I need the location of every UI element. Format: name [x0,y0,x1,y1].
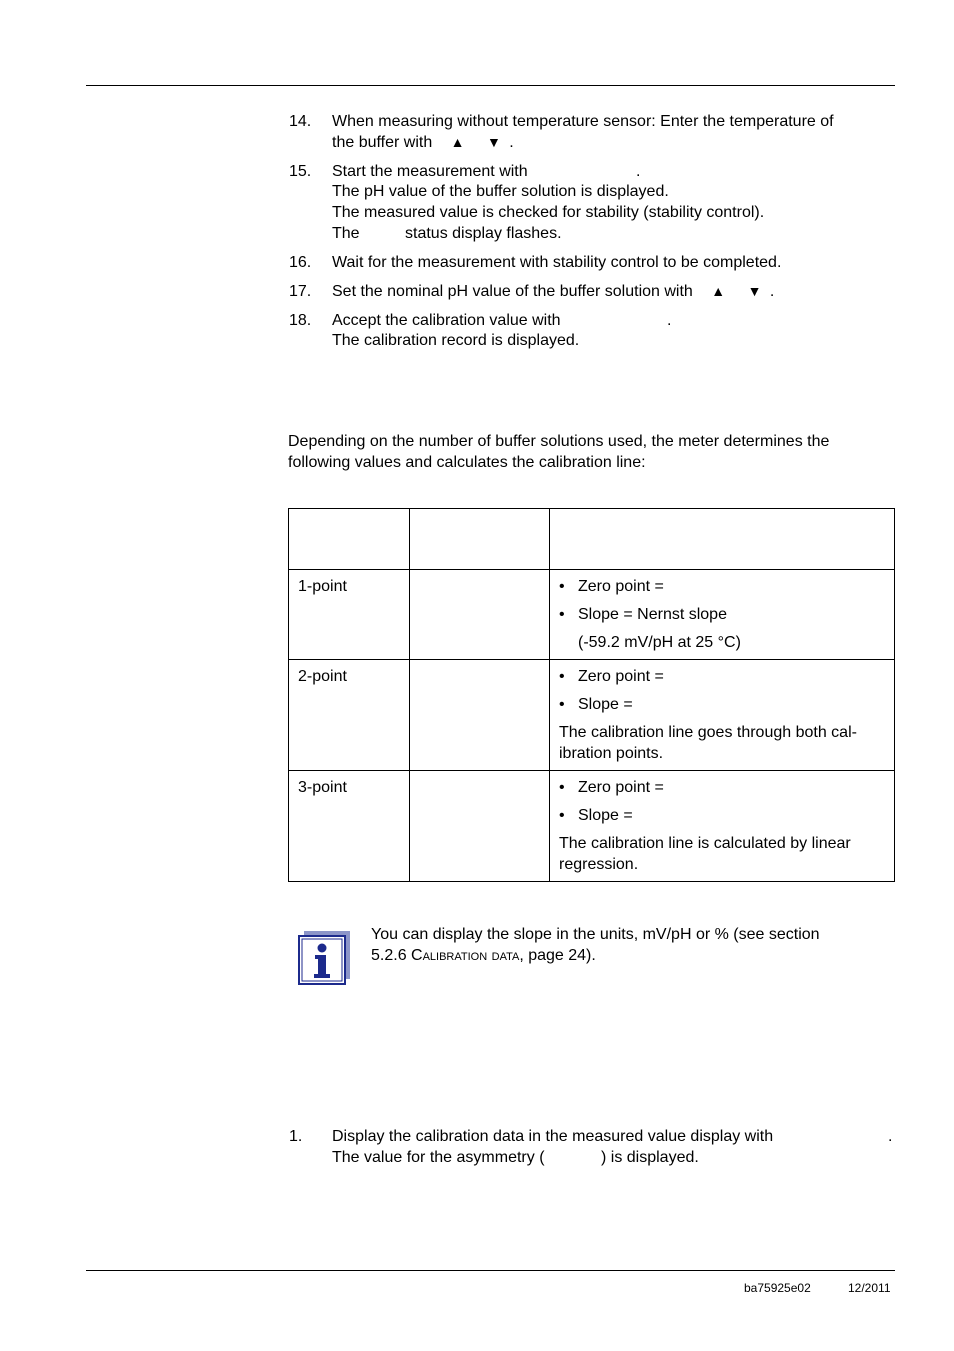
table-cell: 2-point [289,660,410,771]
table-cell [410,771,550,882]
table-cell: 3-point [289,771,410,882]
step-number: 15. [289,163,312,180]
step-text: The value for the asymmetry ( [332,1149,545,1166]
list-item: • Slope = [559,807,633,824]
table-header-cell [289,509,410,570]
list-item: • Zero point = [559,779,664,796]
document-id: ba75925e02 [744,1281,811,1295]
step-text: status display flashes. [405,225,562,242]
step-text: Display the calibration data in the measured value display with [332,1128,774,1145]
period-mark: . [636,163,641,180]
table-row [289,570,895,660]
cell-text: regression. [559,856,639,873]
step-number: 16. [289,254,312,271]
step-number: 17. [289,283,312,300]
list-item: • Slope = [559,696,633,713]
table-cell [550,660,895,771]
step-text: Wait for the measurement with stability control to be completed. [332,254,782,271]
table-header-cell [410,509,550,570]
table-row [289,660,895,771]
step-text: ) is displayed. [601,1149,699,1166]
info-icon [298,931,350,985]
table-cell [550,570,895,660]
down-arrow-key-icon: ▼ [747,283,762,299]
table-header-row [289,509,895,570]
step-number: 1. [289,1128,303,1145]
step-number: 18. [289,312,312,329]
step-text: Start the measurement with [332,163,528,180]
step-text: Set the nominal pH value of the buffer solution with ▲ ▼ . [332,283,775,300]
cell-text: ibration points. [559,745,664,762]
list-item-note: (-59.2 mV/pH at 25 °C) [578,634,741,651]
intro-paragraph: following values and calculates the calibration line: [288,454,646,471]
step-text: Accept the calibration value with [332,312,561,329]
up-arrow-key-icon: ▲ [450,134,465,150]
step-text: The measured value is checked for stability (stability control). [332,204,765,221]
table-row [289,771,895,882]
table-header-cell [550,509,895,570]
table-cell [410,570,550,660]
cell-text: The calibration line goes through both cal- [559,724,857,741]
table-cell [410,660,550,771]
step-text: the buffer with ▲ ▼ . [332,134,514,151]
info-note-text: 5.2.6 Calibration data, page 24). [371,947,596,964]
up-arrow-key-icon: ▲ [711,283,726,299]
footer-rule [86,1270,895,1271]
step-number: 14. [289,113,312,130]
table-cell: 1-point [289,570,410,660]
period-mark: . [667,312,672,329]
section-reference: Calibration data [411,947,520,964]
list-item: • Zero point = [559,668,664,685]
step-text: The calibration record is displayed. [332,332,580,349]
info-note-text: You can display the slope in the units, mV/pH or % (see section [371,926,820,943]
step-text: When measuring without temperature sensor: Enter the temperature of [332,113,834,130]
list-item: • Slope = Nernst slope [559,606,727,623]
step-text: The [332,225,360,242]
list-item: • Zero point = [559,578,664,595]
header-rule [86,85,895,86]
down-arrow-key-icon: ▼ [486,134,501,150]
table-cell [550,771,895,882]
calibration-table [288,508,895,882]
intro-paragraph: Depending on the number of buffer solutions used, the meter determines the [288,433,830,450]
document-date: 12/2011 [848,1281,891,1295]
step-text: The pH value of the buffer solution is displayed. [332,183,669,200]
cell-text: The calibration line is calculated by linear [559,835,851,852]
period-mark: . [888,1128,893,1145]
